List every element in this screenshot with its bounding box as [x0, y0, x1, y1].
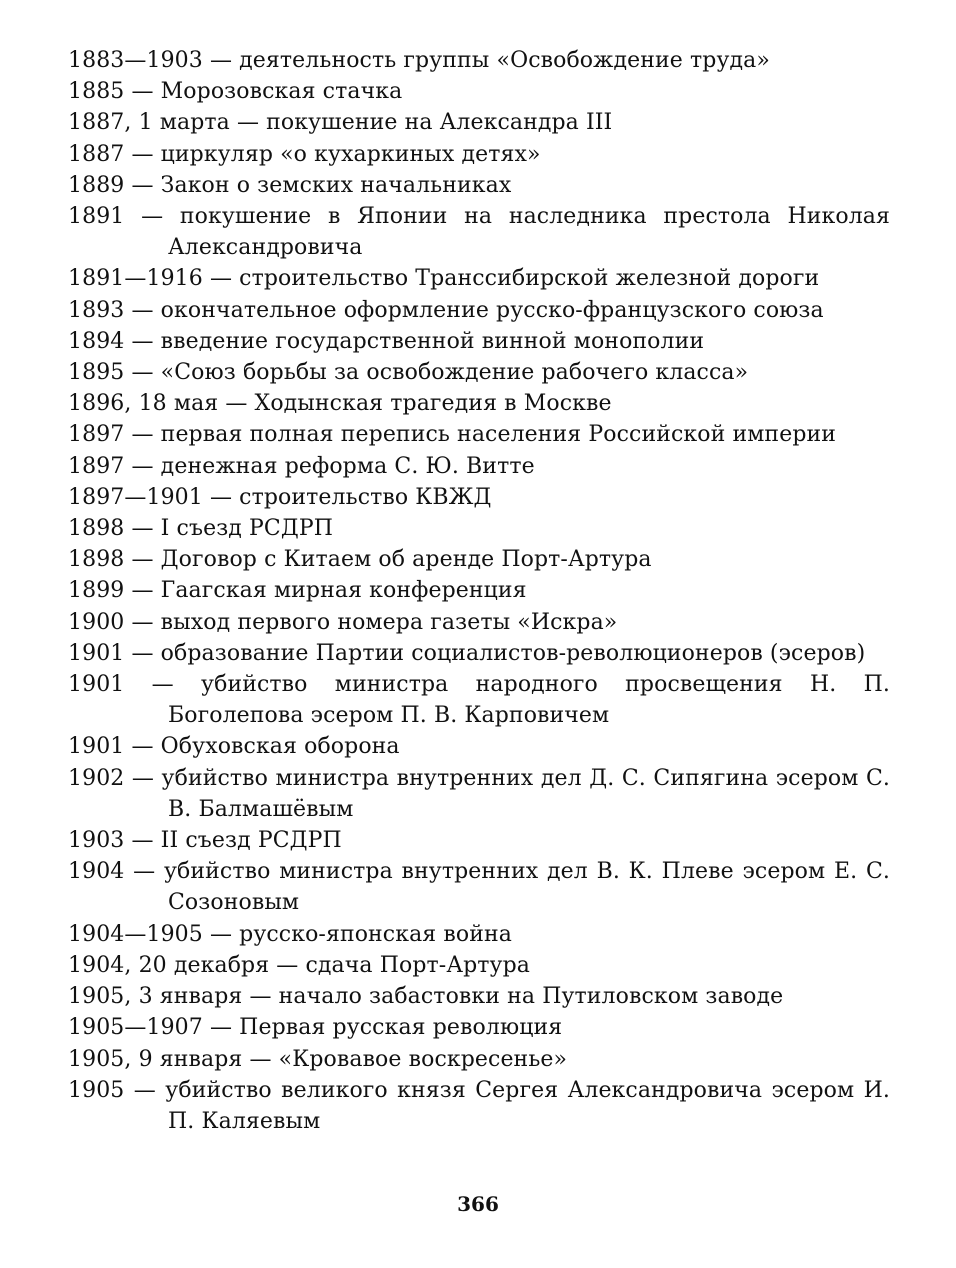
- chronology-entry: 1903 — II съезд РСДРП: [68, 828, 342, 854]
- chronology-page: [68, 45, 890, 1137]
- chronology-entry: 1895 — «Союз борьбы за освобождение рабочего класса»: [68, 360, 749, 386]
- chronology-entry: 1905—1907 — Первая русская революция: [68, 1015, 563, 1041]
- page-number: 366: [457, 1192, 499, 1216]
- chronology-entry: 1891—1916 — строительство Транссибирской железной дороги: [68, 266, 820, 292]
- chronology-entry: 1897 — денежная реформа С. Ю. Витте: [68, 453, 535, 479]
- chronology-entry: 1893 — окончательное оформление русско-французского союза: [68, 297, 824, 323]
- chronology-entry: 1904 — убийство министра внутренних дел В. К. Плеве эсером Е. С. Созоновым: [68, 859, 890, 916]
- chronology-entry: 1905 — убийство великого князя Сергея Александровича эсером И. П. Каляевым: [68, 1077, 890, 1134]
- chronology-entry: 1887, 1 марта — покушение на Александра III: [68, 110, 613, 136]
- chronology-entry: 1901 — образование Партии социалистов-революционеров (эсеров): [68, 640, 866, 666]
- chronology-entry: 1905, 9 января — «Кровавое воскресенье»: [68, 1046, 568, 1072]
- chronology-entry: 1891 — покушение в Японии на наследника престола Николая Александровича: [68, 204, 890, 261]
- chronology-entry: 1883—1903 — деятельность группы «Освобождение труда»: [68, 48, 770, 73]
- chronology-entry: 1898 — Договор с Китаем об аренде Порт-Артура: [68, 547, 652, 573]
- chronology-entry: 1889 — Закон о земских начальниках: [68, 172, 512, 198]
- chronology-entry: 1904, 20 декабря — сдача Порт-Артура: [68, 952, 531, 978]
- chronology-list: [68, 45, 890, 1137]
- chronology-entry: 1901 — убийство министра народного просвещения Н. П. Боголепова эсером П. В. Карповичем: [68, 672, 890, 729]
- chronology-entry: 1898 — I съезд РСДРП: [68, 516, 334, 542]
- chronology-entry: 1900 — выход первого номера газеты «Искра»: [68, 609, 618, 635]
- chronology-entry: 1894 — введение государственной винной монополии: [68, 328, 705, 354]
- chronology-entry: 1905, 3 января — начало забастовки на Путиловском заводе: [68, 984, 784, 1010]
- chronology-entry: 1896, 18 мая — Ходынская трагедия в Москве: [68, 391, 612, 417]
- chronology-entry: 1902 — убийство министра внутренних дел Д. С. Сипягина эсером С. В. Балмашёвым: [68, 765, 890, 822]
- chronology-entry: 1885 — Морозовская стачка: [68, 79, 403, 105]
- chronology-entry: 1897 — первая полная перепись населения Российской империи: [68, 422, 837, 448]
- chronology-entry: 1897—1901 — строительство КВЖД: [68, 484, 492, 510]
- chronology-entry: 1899 — Гаагская мирная конференция: [68, 578, 527, 604]
- chronology-entry: 1887 — циркуляр «о кухаркиных детях»: [68, 141, 541, 167]
- chronology-entry: 1904—1905 — русско-японская война: [68, 921, 512, 947]
- chronology-entry: 1901 — Обуховская оборона: [68, 734, 400, 760]
